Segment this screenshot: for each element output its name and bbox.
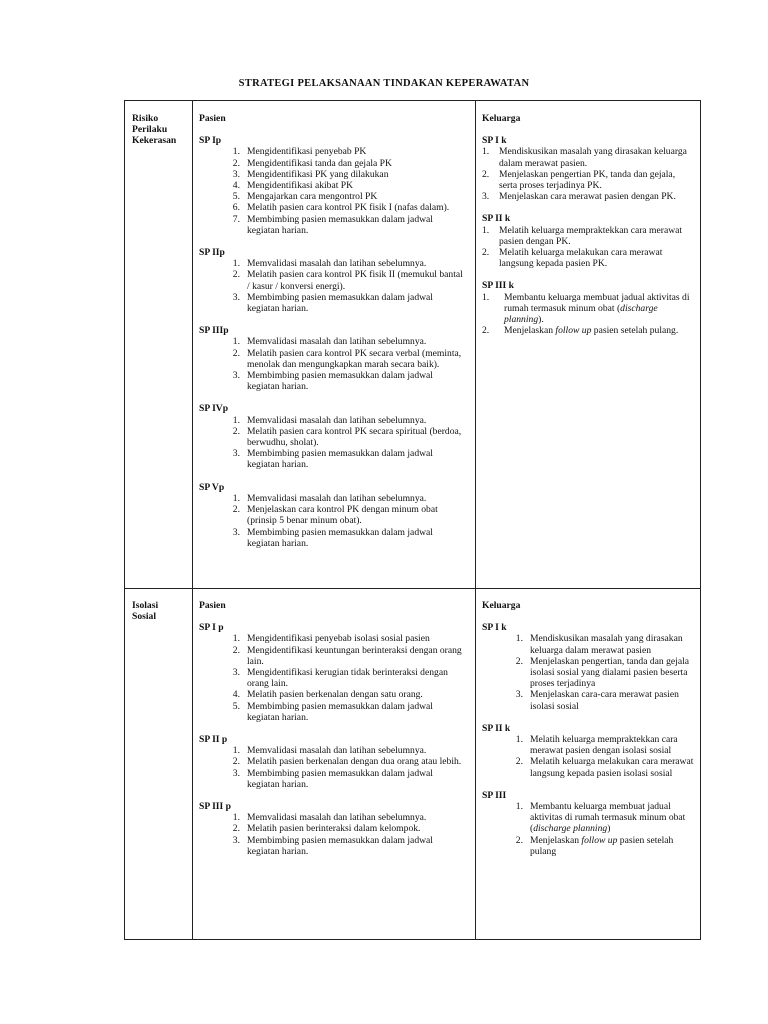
- list-item: 2. Melatih pasien cara kontrol PK secara spiritual (berdoa, berwudhu, sholat).: [232, 425, 462, 449]
- list-item: 3. Menjelaskan cara-cara merawat pasien isolasi sosial: [515, 689, 679, 712]
- list-item: 1. Mendiskusikan masalah yang dirasakan keluarga dalam merawat pasien.: [482, 146, 687, 169]
- sp-list: [482, 225, 694, 270]
- sp-title: SP II k: [482, 213, 511, 225]
- sp-title: SP III: [482, 789, 507, 801]
- list-item: 1. Memvalidasi masalah dan latihan sebelumnya.: [232, 258, 427, 270]
- sp-list: [482, 801, 694, 857]
- list-item: 2. Menjelaskan follow up pasien setelah pulang: [515, 834, 674, 857]
- list-item: 5. Mengajarkan cara mengontrol PK: [232, 191, 378, 203]
- pasien-heading: Pasien: [199, 600, 226, 611]
- list-item: 4. Mengidentifikasi akibat PK: [232, 180, 354, 192]
- sp-list: [482, 633, 694, 711]
- sp-section: [199, 482, 467, 549]
- list-item: 3. Membimbing pasien memasukkan dalam jadwal kegiatan harian.: [232, 448, 433, 471]
- list-item: 2. Menjelaskan cara kontrol PK dengan minum obat (prinsip 5 benar minum obat).: [232, 504, 438, 527]
- sp-section: [199, 734, 467, 790]
- sp-title: SP II p: [199, 734, 228, 746]
- sp-list: [199, 633, 467, 723]
- list-item: 1. Mendiskusikan masalah yang dirasakan keluarga dalam merawat pasien: [515, 633, 683, 656]
- sp-list: [199, 812, 467, 857]
- sp-section: [199, 622, 467, 723]
- pasien-heading: Pasien: [199, 113, 226, 124]
- sp-section: [199, 403, 467, 470]
- list-item: 2. Melatih keluarga melakukan cara merawat langsung kepada pasien PK.: [482, 247, 663, 270]
- sp-section: [482, 622, 694, 712]
- page-title: STRATEGI PELAKSANAAN TINDAKAN KEPERAWATAN: [238, 78, 530, 89]
- sp-list: [199, 258, 467, 314]
- list-item: 3. Mengidentifikasi PK yang dilakukan: [232, 168, 389, 180]
- sp-section: [482, 213, 694, 269]
- list-item: 2. Mengidentifikasi tanda dan gejala PK: [232, 157, 392, 169]
- list-item: 1. Memvalidasi masalah dan latihan sebelumnya.: [232, 414, 427, 426]
- risk-label-line: Sosial: [132, 611, 156, 622]
- list-item: 1. Memvalidasi masalah dan latihan sebelumnya.: [232, 336, 427, 348]
- list-item: 2. Melatih pasien berkenalan dengan dua orang atau lebih.: [232, 756, 462, 768]
- list-item: 3. Membimbing pasien memasukkan dalam jadwal kegiatan harian.: [232, 370, 433, 393]
- sp-list: [199, 745, 467, 790]
- row-divider: [125, 588, 700, 589]
- keluarga-cell-pk: [482, 113, 694, 347]
- sp-title: SP IVp: [199, 403, 229, 415]
- list-item: 1. Memvalidasi masalah dan latihan sebelumnya.: [232, 492, 427, 504]
- list-item: 2. Melatih keluarga melakukan cara merawat langsung kepada pasien isolasi sosial: [515, 756, 694, 779]
- sp-list: [482, 292, 694, 337]
- list-item: 3. Membimbing pasien memasukkan dalam jadwal kegiatan harian.: [232, 767, 433, 790]
- column-divider: [192, 101, 193, 939]
- list-item: 2. Melatih pasien cara kontrol PK fisik II (memukul bantal / kasur / konversi energi).: [232, 269, 463, 292]
- list-item: 3. Menjelaskan cara merawat pasien dengan PK.: [482, 191, 676, 203]
- sp-section: [482, 280, 694, 336]
- sp-section: [199, 135, 467, 236]
- list-item: 3. Membimbing pasien memasukkan dalam jadwal kegiatan harian.: [232, 291, 433, 315]
- sp-section: [482, 135, 694, 202]
- risk-label-line: Perilaku: [132, 124, 168, 135]
- sp-section: [482, 790, 694, 857]
- list-item: 1. Memvalidasi masalah dan latihan sebelumnya.: [232, 812, 427, 824]
- sp-title: SP II k: [482, 722, 511, 734]
- list-item: 1. Mengidentifikasi penyebab isolasi sosial pasien: [232, 633, 430, 645]
- sp-title: SP Vp: [199, 481, 225, 493]
- sp-list: [199, 493, 467, 549]
- list-item: 1. Melatih keluarga mempraktekkan cara merawat pasien dengan isolasi sosial: [515, 734, 678, 757]
- sp-list: [482, 734, 694, 779]
- list-item: 1. Memvalidasi masalah dan latihan sebelumnya.: [232, 745, 427, 757]
- sp-title: SP I k: [482, 622, 507, 634]
- list-item: 2. Menjelaskan follow up pasien setelah pulang.: [482, 325, 679, 337]
- list-item: 5. Membimbing pasien memasukkan dalam jadwal kegiatan harian.: [232, 700, 433, 723]
- sp-list: [199, 146, 467, 236]
- sp-title: SP I p: [199, 622, 224, 634]
- sp-section: [199, 801, 467, 857]
- list-item: 7. Membimbing pasien memasukkan dalam jadwal kegiatan harian.: [232, 213, 433, 236]
- sp-section: [482, 723, 694, 779]
- sp-list: [482, 146, 694, 202]
- list-item: 1. Membantu keluarga membuat jadual aktivitas di rumah termasuk minum obat (discharge planning): [515, 801, 686, 835]
- sp-title: SP IIIp: [199, 325, 229, 337]
- keluarga-cell-isolasi: [482, 600, 694, 868]
- risk-cell-isolasi: [132, 600, 192, 622]
- keluarga-heading: Keluarga: [482, 113, 521, 124]
- risk-label-line: Kekerasan: [132, 135, 177, 146]
- pasien-cell-isolasi: [199, 600, 467, 868]
- list-item: 2. Mengidentifikasi keuntungan berinteraksi dengan orang lain.: [232, 644, 462, 667]
- list-item: 3. Membimbing pasien memasukkan dalam jadwal kegiatan harian.: [232, 526, 433, 549]
- risk-label-line: Risiko: [132, 113, 159, 124]
- list-item: 3. Membimbing pasien memasukkan dalam jadwal kegiatan harian.: [232, 834, 433, 857]
- list-item: 1. Mengidentifikasi penyebab PK: [232, 146, 367, 158]
- list-item: 2. Menjelaskan pengertian, tanda dan gejala isolasi sosial yang dialami pasien beserta proses terjadinya: [515, 655, 690, 690]
- keluarga-heading: Keluarga: [482, 600, 521, 611]
- list-item: 4. Melatih pasien berkenalan dengan satu orang.: [232, 689, 423, 701]
- sp-section: [199, 247, 467, 314]
- sp-list: [199, 336, 467, 392]
- list-item: 2. Melatih pasien cara kontrol PK secara verbal (meminta, menolak dan mengungkapkan marah secara baik).: [232, 347, 462, 370]
- sp-title: SP IIp: [199, 247, 225, 259]
- sp-title: SP I k: [482, 135, 507, 147]
- list-item: 1. Membantu keluarga membuat jadual aktivitas di rumah termasuk minum obat (discharge planning).: [482, 291, 690, 326]
- sp-title: SP III k: [482, 280, 514, 292]
- list-item: 3. Mengidentifikasi kerugian tidak berinteraksi dengan orang lain.: [232, 667, 448, 690]
- risk-label-line: Isolasi: [132, 600, 159, 611]
- strategy-table: [124, 100, 701, 940]
- sp-list: [199, 415, 467, 471]
- list-item: 2. Melatih pasien berinteraksi dalam kelompok.: [232, 823, 421, 835]
- sp-section: [199, 325, 467, 392]
- list-item: 2. Menjelaskan pengertian PK, tanda dan gejala, serta proses terjadinya PK.: [482, 168, 676, 192]
- pasien-cell-pk: [199, 113, 467, 560]
- list-item: 6. Melatih pasien cara kontrol PK fisik I (nafas dalam).: [232, 202, 450, 214]
- sp-title: SP III p: [199, 801, 231, 813]
- list-item: 1. Melatih keluarga mempraktekkan cara merawat pasien dengan PK.: [482, 224, 683, 247]
- risk-cell-pk: [132, 113, 192, 146]
- column-divider: [475, 101, 476, 939]
- sp-title: SP Ip: [199, 135, 222, 147]
